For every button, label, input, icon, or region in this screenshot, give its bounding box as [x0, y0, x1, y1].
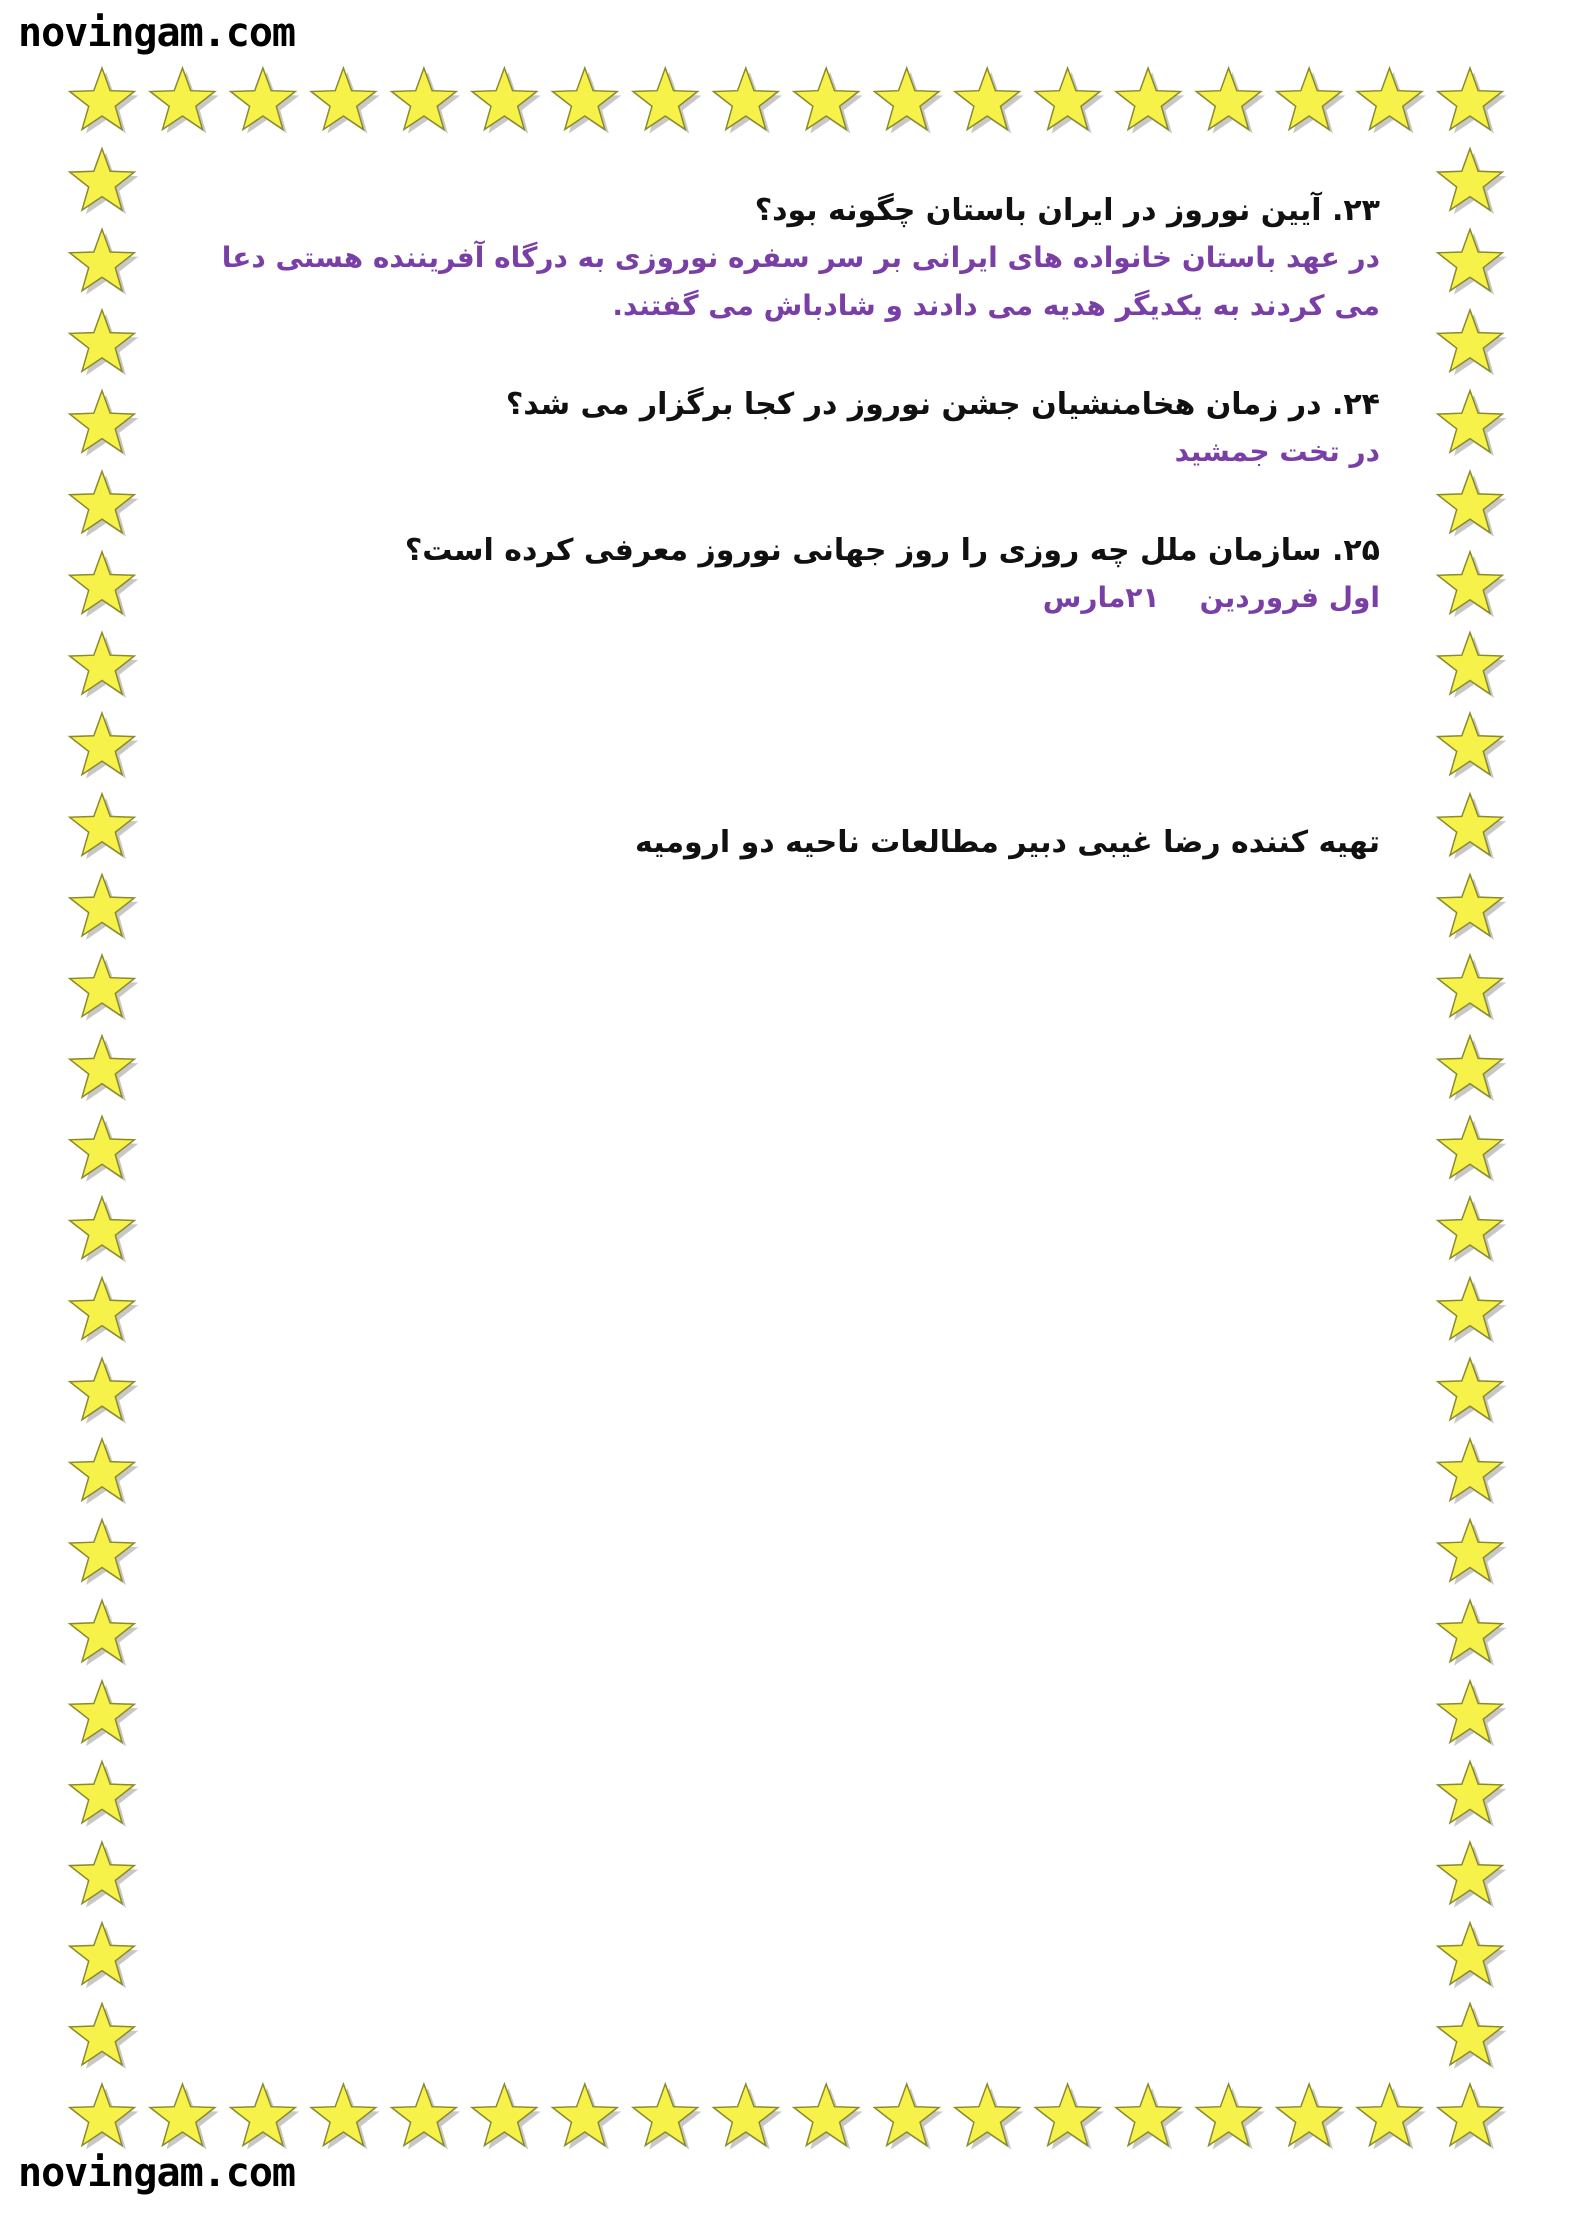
star-icon — [713, 2084, 782, 2150]
watermark-bottom: novingam.com — [18, 2150, 295, 2196]
star-icon — [70, 149, 139, 215]
star-icon — [1438, 1600, 1507, 1666]
star-icon — [70, 1358, 139, 1424]
star-icon — [70, 955, 139, 1021]
star-icon — [70, 1036, 139, 1102]
star-icon — [1438, 471, 1507, 537]
star-icon — [1438, 1036, 1507, 1102]
star-icon — [1438, 955, 1507, 1021]
star-icon — [150, 2084, 219, 2150]
star-icon — [794, 2084, 863, 2150]
star-icon — [1035, 68, 1104, 134]
star-icon — [1438, 874, 1507, 940]
star-icon — [1438, 310, 1507, 376]
star-icon — [70, 874, 139, 940]
answer-text: در عهد باستان خانواده های ایرانی بر سر سفره نوروزی به درگاه آفریننده هستی دعا می کردند به یکدیگر هدیه می دادند و شادباش می گفتند. — [221, 241, 1380, 322]
star-icon — [70, 1197, 139, 1263]
star-icon — [70, 1600, 139, 1666]
star-icon — [1438, 1439, 1507, 1505]
star-icon — [472, 2084, 541, 2150]
watermark-top: novingam.com — [18, 10, 295, 56]
star-icon — [1438, 391, 1507, 457]
star-icon — [1438, 1842, 1507, 1908]
star-icon — [1438, 68, 1507, 134]
star-icon — [70, 391, 139, 457]
star-icon — [70, 794, 139, 860]
star-icon — [955, 2084, 1024, 2150]
star-icon — [1438, 552, 1507, 618]
star-icon — [70, 1681, 139, 1747]
star-icon — [1357, 68, 1426, 134]
answer-part-gregorian-date: ۲۱مارس — [1042, 581, 1160, 614]
star-icon — [472, 68, 541, 134]
star-icon — [70, 633, 139, 699]
question-text: ۲۵. سازمان ملل چه روزی را روز جهانی نوروز معرفی کرده است؟ — [404, 533, 1380, 568]
star-icon — [1277, 2084, 1346, 2150]
star-icon — [1116, 2084, 1185, 2150]
star-icon — [553, 2084, 622, 2150]
star-icon — [1116, 68, 1185, 134]
star-icon — [70, 1761, 139, 1827]
answer-text — [190, 574, 1380, 622]
star-icon — [1438, 713, 1507, 779]
star-icon — [1438, 1116, 1507, 1182]
star-icon — [1438, 229, 1507, 294]
star-icon — [70, 2084, 139, 2150]
star-icon — [794, 68, 863, 134]
star-icon — [1438, 2003, 1507, 2068]
star-icon — [553, 68, 622, 134]
star-icon — [70, 1439, 139, 1505]
star-icon — [311, 2084, 380, 2150]
star-icon — [1438, 1197, 1507, 1263]
star-icon — [70, 229, 139, 294]
star-icon — [70, 68, 139, 134]
star-icon — [1196, 2084, 1265, 2150]
star-icon — [392, 68, 461, 134]
question-block-24 — [190, 382, 1380, 476]
star-icon — [311, 68, 380, 134]
star-icon — [1438, 1761, 1507, 1827]
star-icon — [1438, 794, 1507, 860]
star-icon — [70, 713, 139, 779]
star-icon — [392, 2084, 461, 2150]
star-icon — [70, 2003, 139, 2068]
star-icon — [70, 471, 139, 537]
star-icon — [713, 68, 782, 134]
star-icon — [1438, 1278, 1507, 1344]
star-icon — [874, 2084, 943, 2150]
star-icon — [633, 2084, 702, 2150]
star-icon — [231, 68, 300, 134]
star-icon — [1438, 1520, 1507, 1586]
star-icon — [1438, 1358, 1507, 1424]
star-icon — [1438, 1923, 1507, 1989]
question-text: ۲۴. در زمان هخامنشیان جشن نوروز در کجا برگزار می شد؟ — [505, 387, 1380, 422]
star-icon — [1438, 633, 1507, 699]
answer-part-persian-date: اول فروردین — [1199, 581, 1380, 614]
star-icon — [70, 1116, 139, 1182]
answer-text: در تخت جمشید — [1174, 435, 1380, 468]
star-icon — [1438, 149, 1507, 215]
star-icon — [1277, 68, 1346, 134]
star-icon — [70, 310, 139, 376]
star-icon — [1438, 2084, 1507, 2150]
star-icon — [955, 68, 1024, 134]
star-icon — [874, 68, 943, 134]
star-icon — [70, 552, 139, 618]
question-text: ۲۳. آیین نوروز در ایران باستان چگونه بود؟ — [754, 193, 1380, 228]
question-block-25 — [190, 528, 1380, 622]
author-credit: تهیه کننده رضا غیبی دبیر مطالعات ناحیه دو ارومیه — [635, 825, 1380, 860]
star-icon — [1438, 1681, 1507, 1747]
star-icon — [1357, 2084, 1426, 2150]
star-icon — [70, 1278, 139, 1344]
star-icon — [70, 1842, 139, 1908]
star-icon — [150, 68, 219, 134]
question-block-23 — [190, 188, 1380, 330]
star-icon — [633, 68, 702, 134]
star-icon — [70, 1520, 139, 1586]
star-icon — [1035, 2084, 1104, 2150]
star-icon — [70, 1923, 139, 1989]
star-icon — [231, 2084, 300, 2150]
star-icon — [1196, 68, 1265, 134]
